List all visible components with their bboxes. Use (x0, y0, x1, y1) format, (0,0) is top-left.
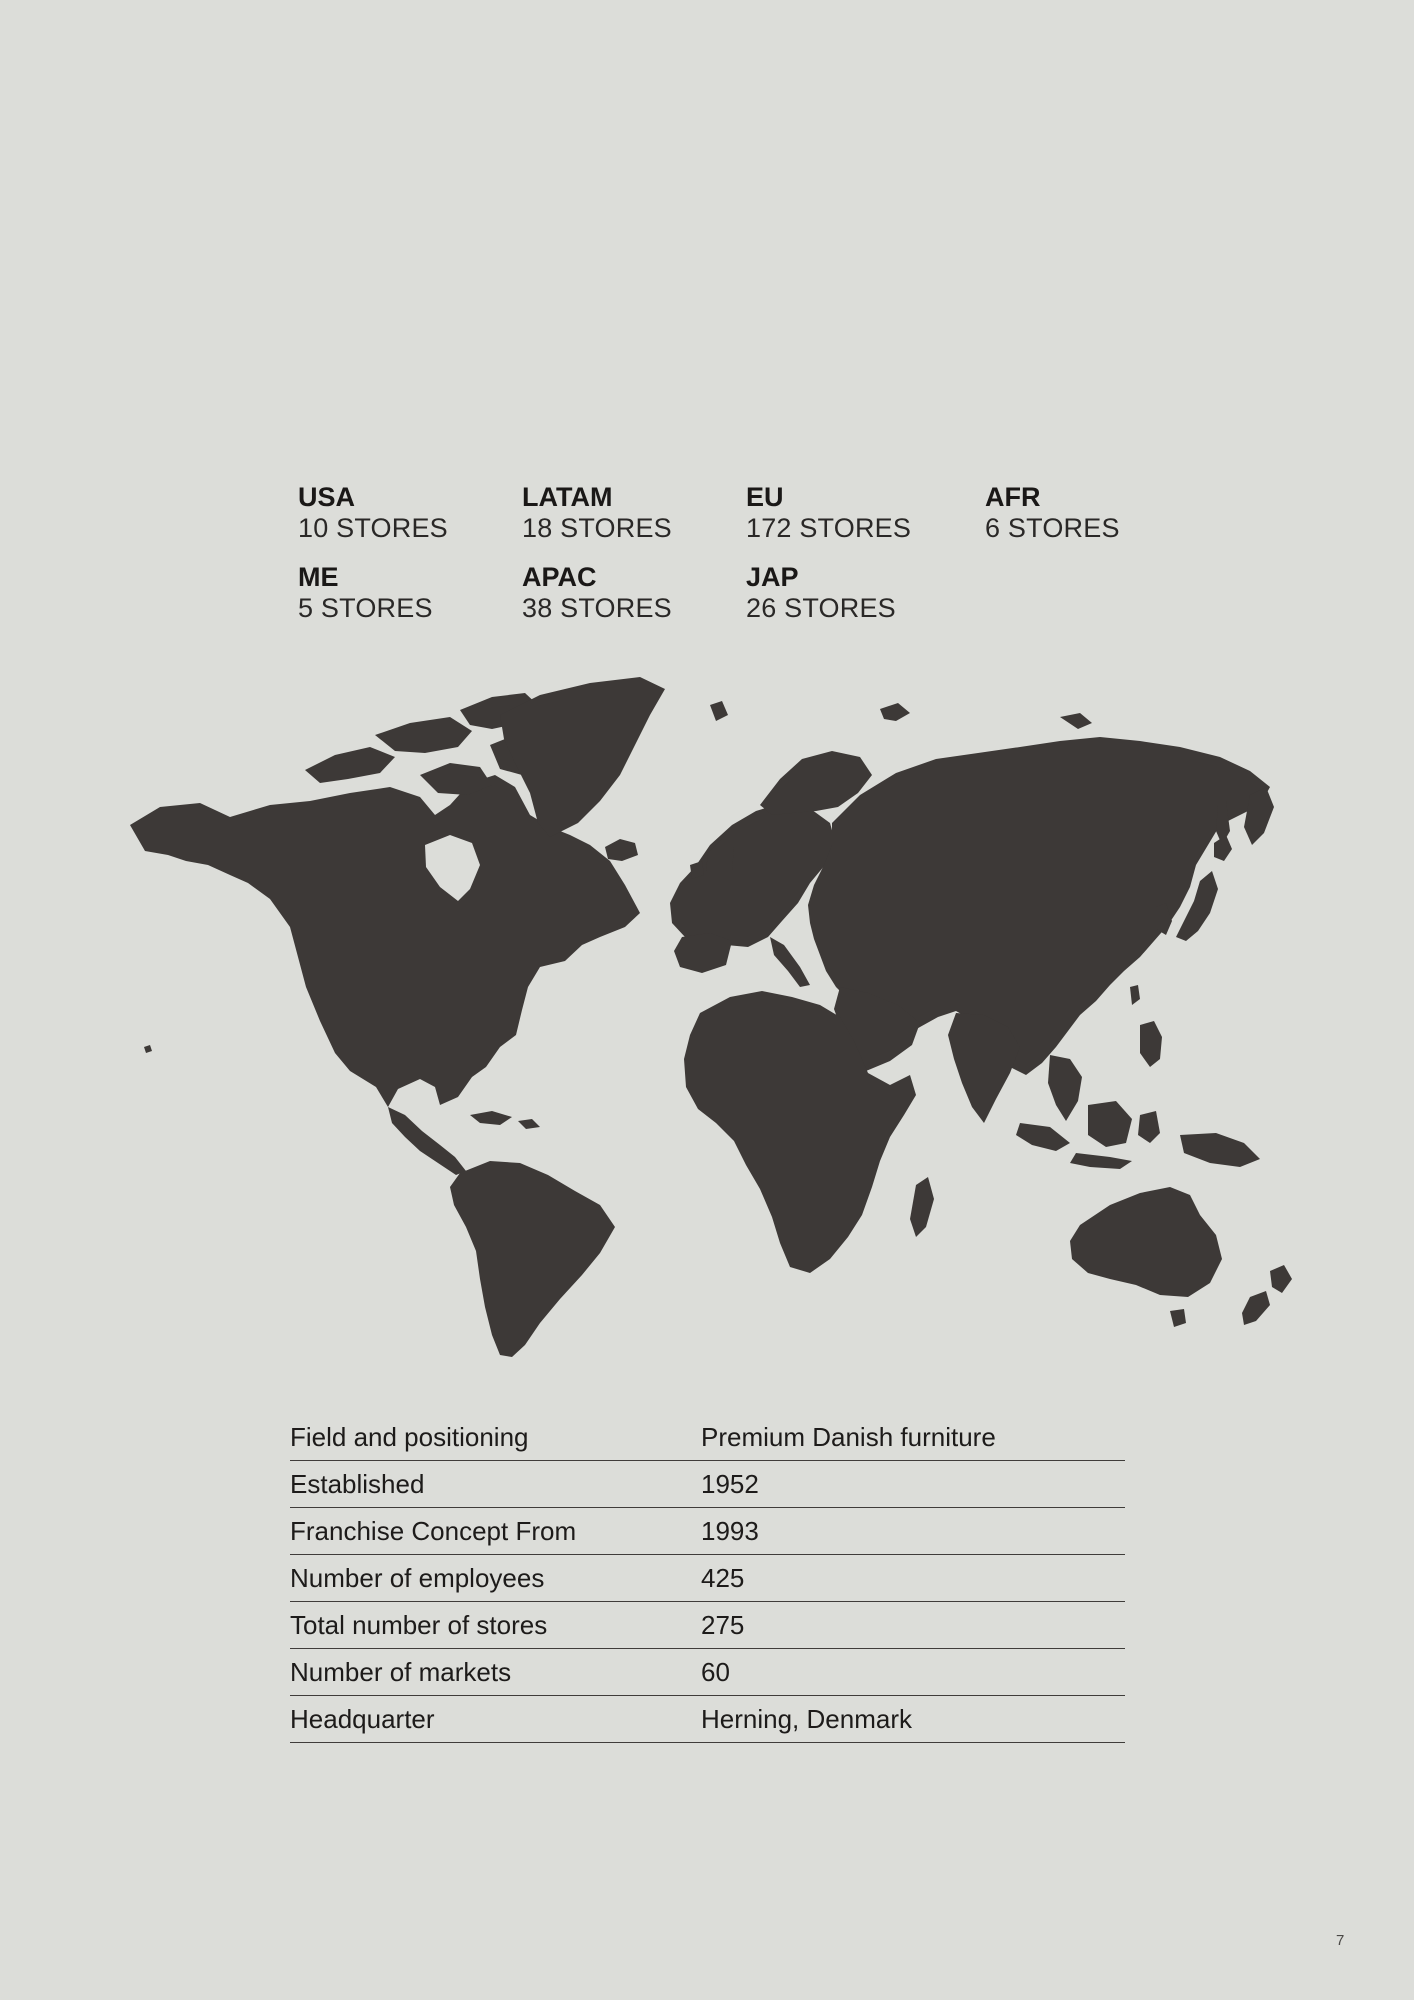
region-store-count: 6 STORES (985, 513, 1120, 543)
arctic-islands-shape (305, 747, 395, 783)
region-name: JAP (746, 562, 799, 592)
table-row (290, 1508, 1125, 1555)
region-store-count: 18 STORES (522, 513, 672, 543)
fact-label: Franchise Concept From (290, 1508, 701, 1555)
australia-shape (1070, 1187, 1222, 1297)
fact-value: 60 (701, 1649, 1125, 1696)
fact-value: 425 (701, 1555, 1125, 1602)
region-afr (985, 482, 1120, 544)
region-store-count: 10 STORES (298, 513, 448, 543)
world-map-icon (120, 675, 1300, 1365)
fact-value: Herning, Denmark (701, 1696, 1125, 1743)
fact-label: Number of markets (290, 1649, 701, 1696)
table-row (290, 1555, 1125, 1602)
fact-value: 275 (701, 1602, 1125, 1649)
region-me (298, 562, 433, 624)
south-america-shape (450, 1161, 615, 1357)
region-store-count: 26 STORES (746, 593, 896, 623)
fact-label: Established (290, 1461, 701, 1508)
region-store-count: 172 STORES (746, 513, 912, 543)
region-latam (522, 482, 672, 544)
region-eu (746, 482, 911, 544)
region-name: USA (298, 482, 356, 512)
fact-value: 1952 (701, 1461, 1125, 1508)
fact-value: Premium Danish furniture (701, 1414, 1125, 1461)
region-name: APAC (522, 562, 597, 592)
region-store-counts (0, 0, 1414, 640)
indonesia-shape (1016, 1123, 1070, 1151)
region-name: LATAM (522, 482, 613, 512)
company-facts-table (290, 1414, 1125, 1743)
table-row (290, 1461, 1125, 1508)
table-row (290, 1696, 1125, 1743)
fact-label: Number of employees (290, 1555, 701, 1602)
india-shape (948, 1013, 1020, 1123)
region-name: ME (298, 562, 339, 592)
table-row (290, 1602, 1125, 1649)
fact-label: Field and positioning (290, 1414, 701, 1461)
page-number: 7 (1336, 1932, 1345, 1949)
new-zealand-shape (1270, 1265, 1292, 1293)
region-jap (746, 562, 896, 624)
fact-label: Total number of stores (290, 1602, 701, 1649)
region-usa (298, 482, 448, 544)
central-america-shape (388, 1107, 466, 1175)
region-name: AFR (985, 482, 1041, 512)
region-apac (522, 562, 672, 624)
fact-label: Headquarter (290, 1696, 701, 1743)
table-row (290, 1649, 1125, 1696)
table-row (290, 1414, 1125, 1461)
region-store-count: 38 STORES (522, 593, 672, 623)
fact-value: 1993 (701, 1508, 1125, 1555)
region-name: EU (746, 482, 784, 512)
region-store-count: 5 STORES (298, 593, 433, 623)
